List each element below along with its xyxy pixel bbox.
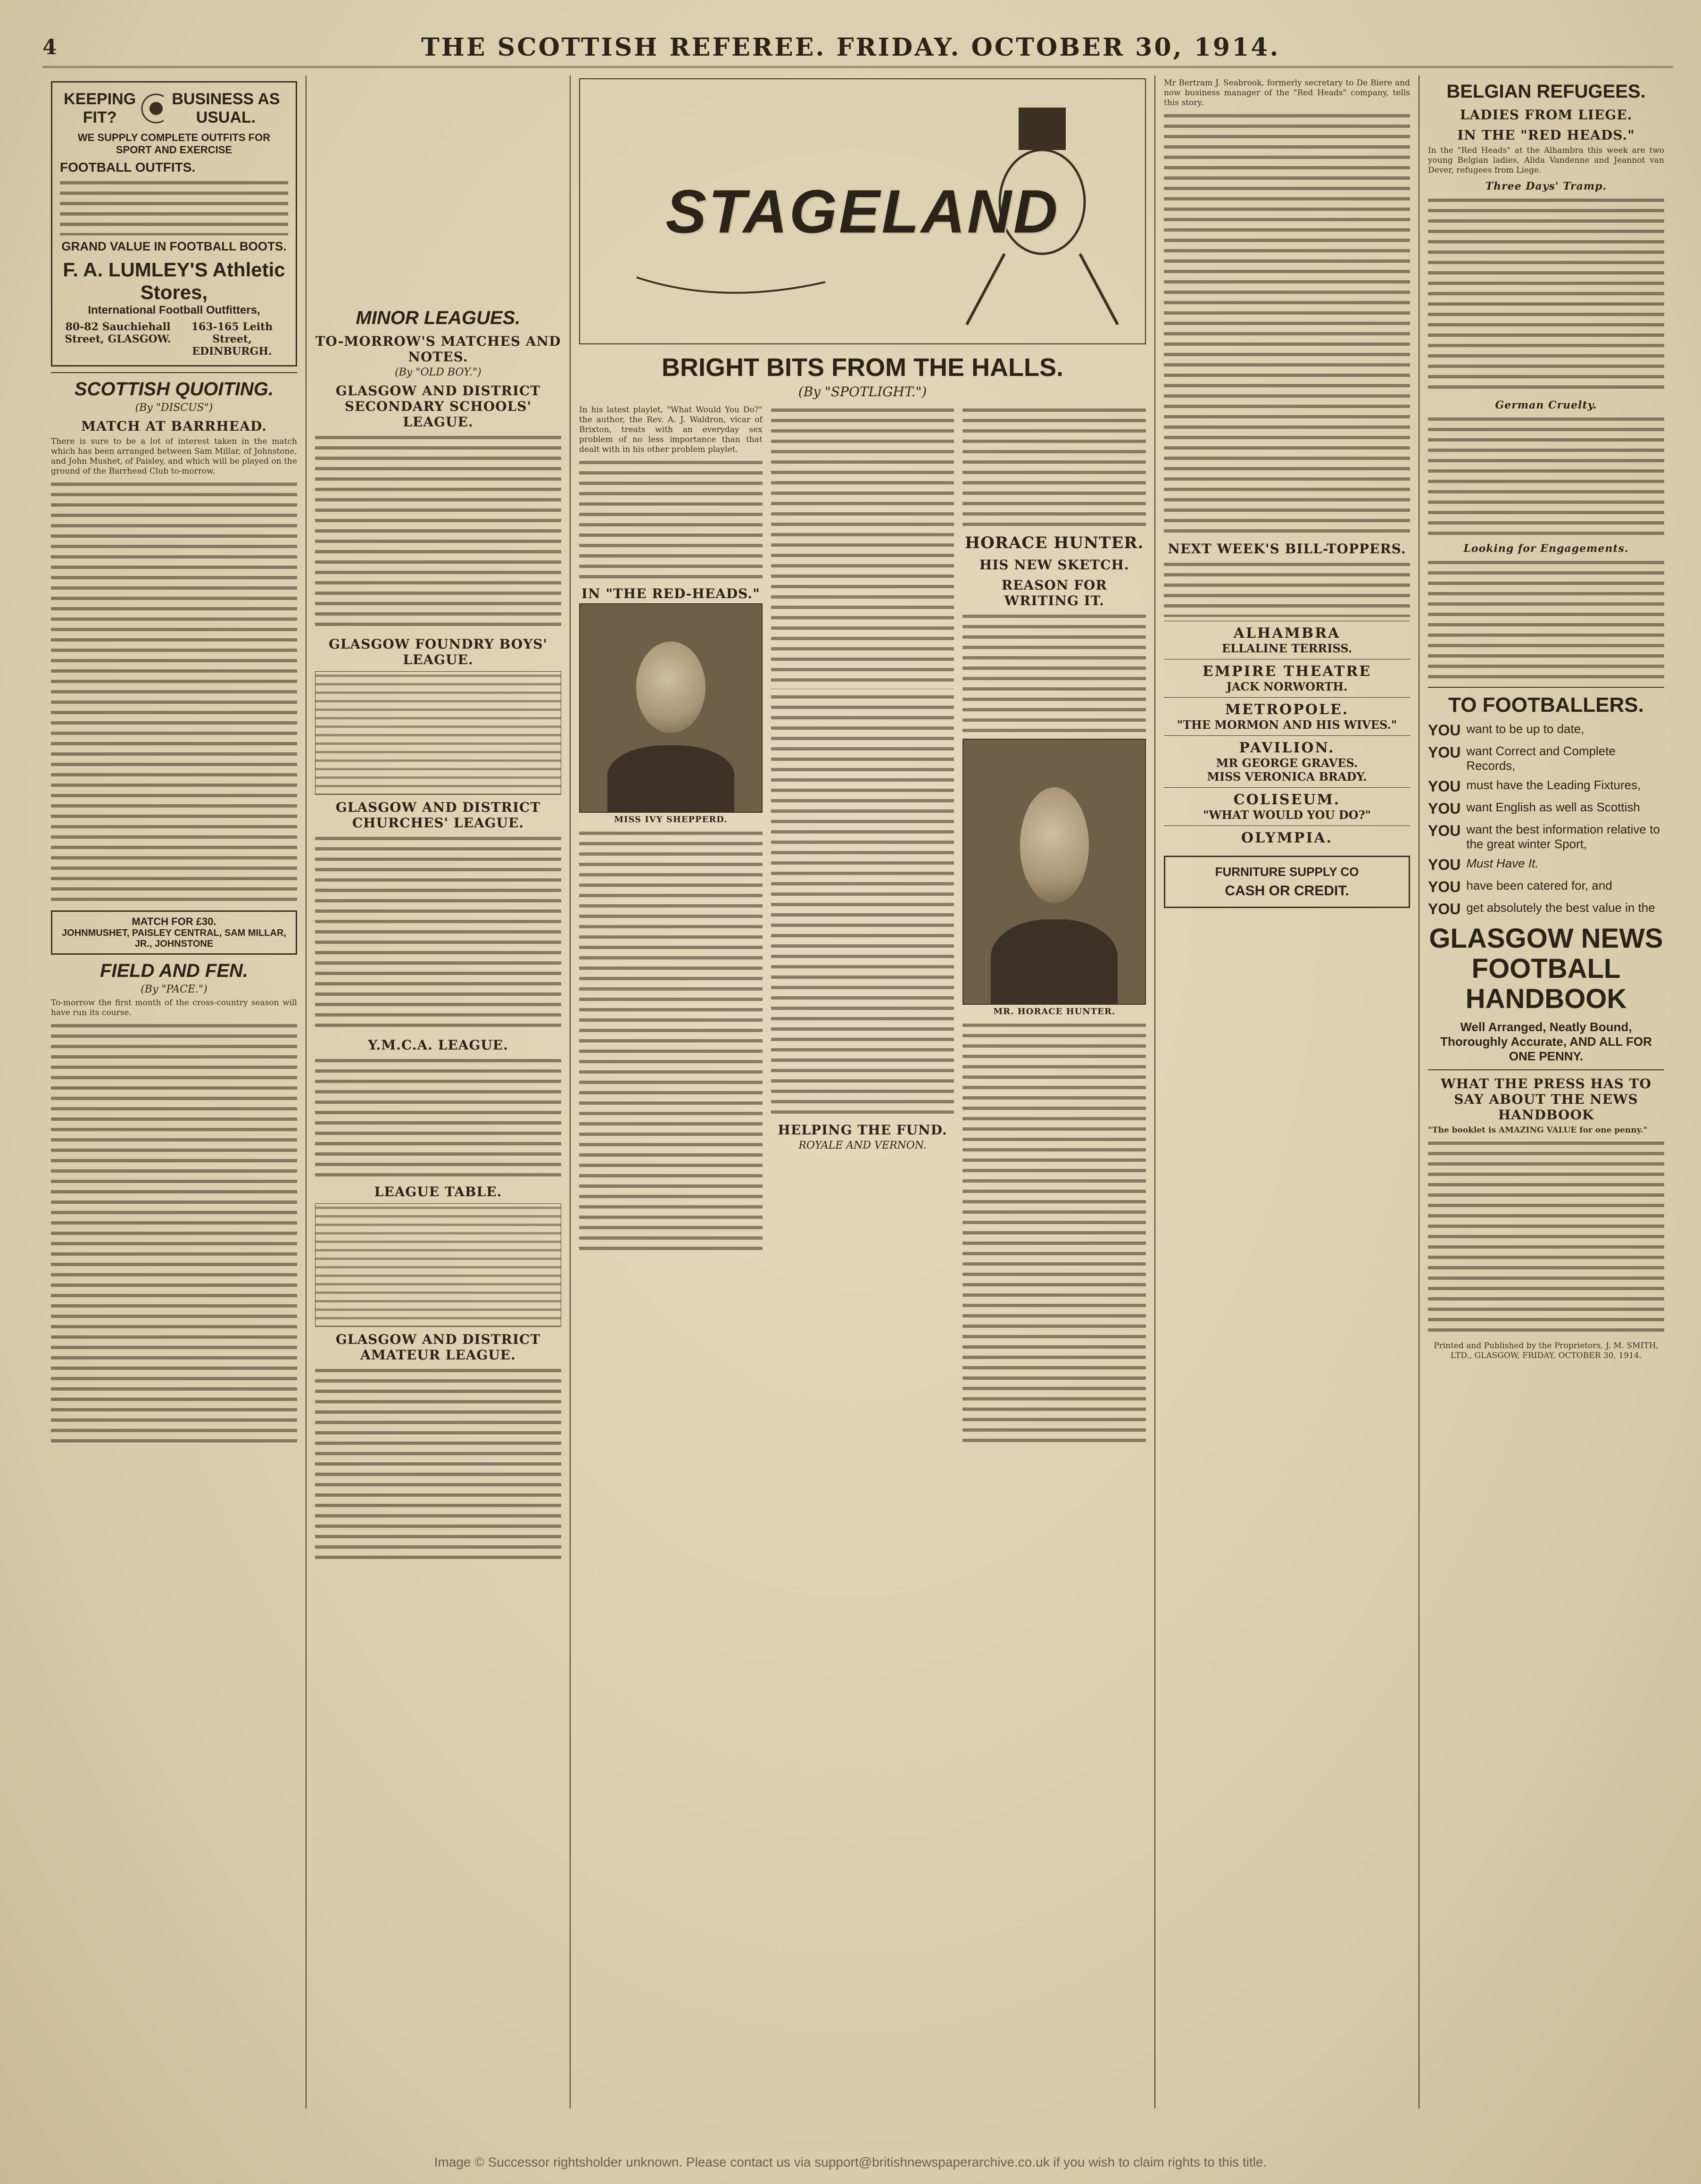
lumley-advert (51, 81, 297, 367)
you-8: YOU (1428, 900, 1461, 917)
minor-leagues-title: MINOR LEAGUES. (356, 308, 521, 328)
masthead-title: THE SCOTTISH REFEREE. FRIDAY. OCTOBER 30, 1914. (421, 33, 1280, 62)
col4-body (1164, 112, 1410, 536)
belgian-body-c (1428, 559, 1664, 681)
helping-sub: ROYALE AND VERNON. (798, 1140, 927, 1151)
halls-body-b (579, 829, 763, 1254)
field-byline: (By "PACE.") (141, 984, 207, 995)
ad-keeping: KEEPING FIT? (64, 90, 136, 126)
divider (1428, 1069, 1664, 1070)
horace-body (963, 612, 1146, 735)
ymca-body (315, 1057, 561, 1179)
minor-leagues-byline: (By "OLD BOY.") (395, 367, 481, 378)
horace-sub1: HIS NEW SKETCH. (979, 557, 1129, 573)
you-3-text: must have the Leading Fixtures, (1466, 778, 1641, 792)
horace-body-b (963, 1021, 1146, 1446)
match-players: JOHNMUSHET, PAISLEY CENTRAL, SAM MILLAR, JR., JOHNSTONE (62, 928, 286, 949)
ymca-league: Y.M.C.A. LEAGUE. (368, 1037, 508, 1053)
pavilion-star2: MISS VERONICA BRADY. (1207, 770, 1367, 784)
ad-outfitters: International Football Outfitters, (88, 304, 260, 317)
bill-olympia (1164, 825, 1410, 850)
ad-address-edinburgh: 163-165 Leith Street, EDINBURGH. (191, 321, 273, 358)
engagements-heading: Looking for Engagements. (1463, 542, 1629, 555)
press-quote: "The booklet is AMAZING VALUE for one penny." (1428, 1125, 1648, 1135)
you-2: YOU (1428, 744, 1461, 761)
divider (1428, 687, 1664, 688)
stageland-col-a (579, 402, 763, 1450)
empire-star: JACK NORWORTH. (1226, 680, 1348, 693)
halls-body-a (579, 458, 763, 581)
portrait-shoulders (607, 745, 734, 812)
photo2-caption: MR. HORACE HUNTER. (993, 1007, 1116, 1017)
three-days-heading: Three Days' Tramp. (1485, 180, 1607, 192)
column-5 (1419, 75, 1673, 2109)
advert-continuation-space (315, 75, 561, 302)
photo1-caption: MISS IVY SHEPPERD. (614, 815, 728, 825)
foundry-league: GLASGOW FOUNDRY BOYS' LEAGUE. (328, 636, 548, 667)
halls-intro: In his latest playlet, "What Would You Do?" the author, the Rev. A. J. Waldron, vicar of Brixton, treats with an everyday sex problem of no less importance than that dealt with in his other problem playlet. (579, 405, 763, 454)
photo-horace-hunter (963, 739, 1146, 1005)
belgian-sub2: IN THE "RED HEADS." (1457, 127, 1635, 143)
quoiting-text: There is sure to be a lot of interest taken in the match which has been arranged between Sam Millar, of Johnstone, and John Mushet, of Paisley, and which will be played on the ground of the Barrhead Club to-morrow. (51, 437, 297, 476)
press-body (1428, 1139, 1664, 1337)
quoiting-body (51, 480, 297, 905)
helping-title: HELPING THE FUND. (778, 1122, 947, 1138)
pavilion-star: MR GEORGE GRAVES. (1216, 756, 1358, 770)
alhambra-star: ELLALINE TERRISS. (1221, 642, 1353, 655)
bill-metropole (1164, 697, 1410, 735)
stageland-col-b (771, 402, 954, 1450)
schools-body (315, 433, 561, 632)
column-1 (42, 75, 307, 2109)
halls-title: BRIGHT BITS FROM THE HALLS. (662, 353, 1063, 382)
schools-league: GLASGOW AND DISTRICT SECONDARY SCHOOLS' LEAGUE. (335, 383, 541, 430)
bill-coliseum (1164, 787, 1410, 825)
quoiting-subhead: MATCH AT BARRHEAD. (81, 418, 267, 434)
horace-sub2: REASON FOR WRITING IT. (1001, 577, 1107, 609)
german-cruelty-heading: German Cruelty. (1495, 399, 1597, 411)
you-5: YOU (1428, 822, 1461, 839)
churches-league: GLASGOW AND DISTRICT CHURCHES' LEAGUE. (335, 800, 541, 831)
metropole-star: "THE MORMON AND HIS WIVES." (1177, 718, 1397, 732)
masthead (42, 28, 1673, 68)
halls-body-c (771, 406, 954, 689)
match-notice: MATCH FOR £30. (132, 916, 216, 927)
seabrook-text: Mr Bertram J. Seabrook, formerly secretary to De Biere and now business manager of the "Red Heads" company, tells this story. (1164, 78, 1410, 108)
foundry-table (315, 671, 561, 795)
quoiting-title: SCOTTISH QUOITING. (74, 379, 274, 400)
portrait-shoulders (991, 919, 1118, 1004)
bill-alhambra (1164, 621, 1410, 659)
empire-name: EMPIRE THEATRE (1202, 663, 1372, 680)
amateur-league: GLASGOW AND DISTRICT AMATEUR LEAGUE. (335, 1332, 541, 1363)
stageland-columns (579, 402, 1146, 1450)
ad-store: F. A. LUMLEY'S Athletic Stores, (63, 258, 285, 303)
you-5-text: want the best information relative to the great winter Sport, (1466, 822, 1660, 851)
you-1: YOU (1428, 722, 1461, 739)
alhambra-name: ALHAMBRA (1233, 625, 1341, 642)
handbook-sub: Well Arranged, Neatly Bound, Thoroughly Accurate, AND ALL FOR ONE PENNY. (1440, 1020, 1652, 1063)
field-text: To-morrow the first month of the cross-country season will have run its course. (51, 998, 297, 1017)
amateur-body (315, 1367, 561, 1565)
bill-toppers-list (1164, 560, 1410, 617)
metropole-name: METROPOLE. (1225, 701, 1349, 718)
halls-body-e (963, 406, 1146, 529)
archive-credit: Image © Successor rightsholder unknown. Please contact us via support@britishnewspaperarchive.co.uk if you wish to claim rights to this title. (434, 2155, 1267, 2169)
pavilion-name: PAVILION. (1239, 740, 1335, 756)
minor-leagues-sub: TO-MORROW'S MATCHES AND NOTES. (315, 333, 561, 365)
bill-pavilion (1164, 735, 1410, 787)
league-table-title: LEAGUE TABLE. (374, 1184, 502, 1200)
stageland-banner (579, 78, 1146, 344)
ad-address-glasgow: 80-82 Sauchiehall Street, GLASGOW. (65, 321, 171, 345)
stageland-col-c (963, 402, 1146, 1450)
olympia-name: OLYMPIA. (1241, 830, 1333, 846)
portrait-face (1020, 787, 1089, 903)
halls-byline: (By "SPOTLIGHT.") (798, 384, 927, 400)
ad-business: BUSINESS AS USUAL. (172, 90, 280, 126)
stageland-logo: STAGELAND (665, 177, 1060, 246)
photo-ivy-shepperd (579, 603, 763, 813)
belgian-body-a (1428, 196, 1664, 394)
furniture-sub: CASH OR CREDIT. (1225, 883, 1349, 899)
you-7: YOU (1428, 878, 1461, 895)
halls-body-d (771, 693, 954, 1117)
divider (51, 372, 297, 373)
league-table (315, 1203, 561, 1327)
belgian-title: BELGIAN REFUGEES. (1446, 81, 1646, 102)
belgian-text: In the "Red Heads" at the Alhambra this week are two young Belgian ladies, Alida Vandenne and Jeannot van Dever, refugees from Liege. (1428, 146, 1664, 175)
field-title: FIELD AND FEN. (100, 960, 249, 981)
ad-grand: GRAND VALUE IN FOOTBALL BOOTS. (61, 239, 287, 253)
column-2 (307, 75, 571, 2109)
match-notice-box (51, 910, 297, 955)
furniture-name: FURNITURE SUPPLY CO (1215, 865, 1359, 879)
to-footballers: TO FOOTBALLERS. (1448, 693, 1644, 717)
belgian-sub: LADIES FROM LIEGE. (1460, 107, 1633, 123)
you-6-text: Must Have It. (1466, 856, 1539, 870)
portrait-face (636, 642, 705, 733)
column-4 (1155, 75, 1419, 2109)
column-3-stageland (571, 75, 1155, 2109)
furniture-advert (1164, 856, 1410, 908)
you-4-text: want English as well as Scottish (1466, 800, 1640, 814)
you-6: YOU (1428, 856, 1461, 873)
press-title: WHAT THE PRESS HAS TO SAY ABOUT THE NEWS HANDBOOK (1441, 1076, 1651, 1123)
horace-title: HORACE HUNTER. (965, 533, 1144, 552)
quoiting-byline: (By "DISCUS") (135, 402, 213, 414)
you-7-text: have been catered for, and (1466, 878, 1612, 892)
you-1-text: want to be up to date, (1466, 722, 1585, 736)
bill-toppers-title: NEXT WEEK'S BILL-TOPPERS. (1168, 541, 1406, 557)
field-body (51, 1022, 297, 1446)
you-4: YOU (1428, 800, 1461, 817)
red-heads-heading: IN "THE RED-HEADS." (581, 586, 760, 601)
you-8-text: get absolutely the best value in the (1466, 900, 1655, 915)
handbook-title: GLASGOW NEWS FOOTBALL HANDBOOK (1429, 923, 1663, 1014)
page-number: 4 (42, 35, 57, 59)
belgian-body-b (1428, 415, 1664, 538)
thistle-emblem-icon (140, 92, 164, 125)
coliseum-name: COLISEUM. (1233, 792, 1341, 808)
coliseum-star: "WHAT WOULD YOU DO?" (1203, 808, 1371, 822)
bill-empire (1164, 659, 1410, 697)
you-3: YOU (1428, 778, 1461, 795)
ad-supply: WE SUPPLY COMPLETE OUTFITS FOR SPORT AND EXERCISE (77, 132, 271, 156)
printed-by: Printed and Published by the Proprietors, J. M. SMITH, LTD., GLASGOW, FRIDAY, OCTOBER 30, 1914. (1434, 1341, 1659, 1360)
footballers-advert (1428, 693, 1664, 1064)
ad-price-list (60, 179, 288, 235)
churches-body (315, 834, 561, 1033)
you-2-text: want Correct and Complete Records, (1466, 744, 1616, 773)
ad-football: FOOTBALL OUTFITS. (60, 160, 196, 175)
